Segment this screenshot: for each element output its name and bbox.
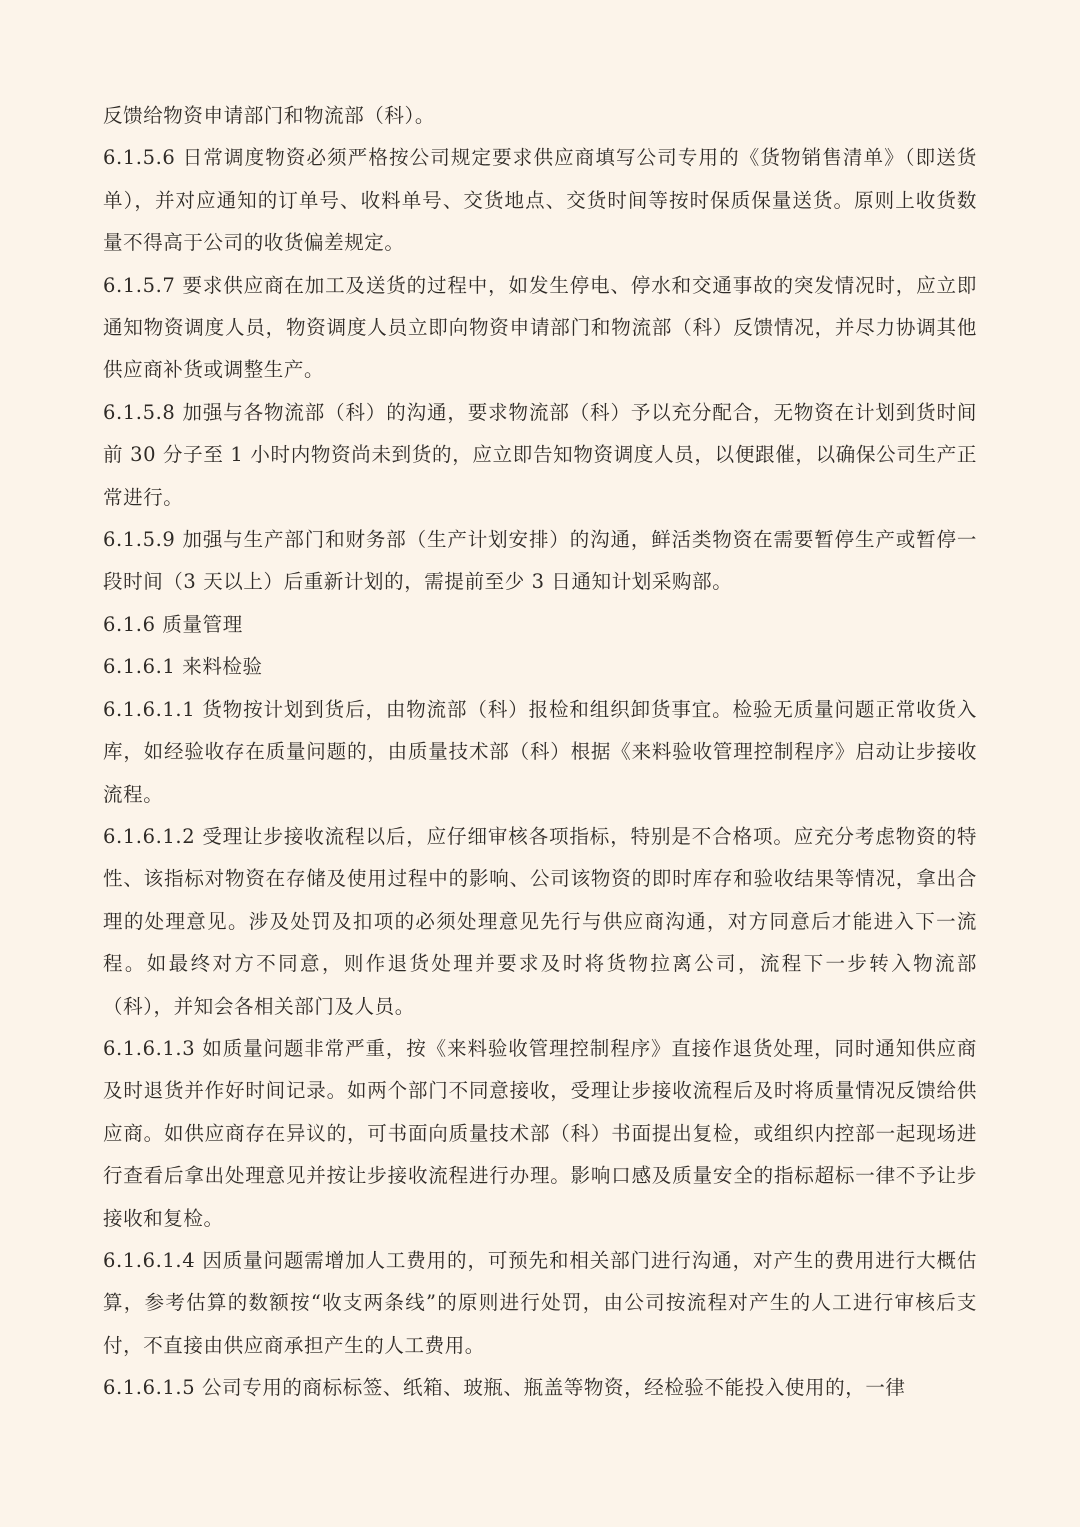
heading-6-1-6: 6.1.6 质量管理 xyxy=(103,612,243,636)
paragraph-6-1-5-6: 6.1.5.6 日常调度物资必须严格按公司规定要求供应商填写公司专用的《货物销售清单》（即送货单），并对应通知的订单号、收料单号、交货地点、交货时间等按时保质保量送货。原则上收货数量不得高于公司的收货偏差规定。 xyxy=(103,146,977,255)
paragraph-6-1-5-9: 6.1.5.9 加强与生产部门和财务部（生产计划安排）的沟通，鲜活类物资在需要暂停生产或暂停一段时间（3 天以上）后重新计划的，需提前至少 3 日通知计划采购部。 xyxy=(103,528,977,594)
heading-6-1-6-1: 6.1.6.1 来料检验 xyxy=(103,655,263,679)
paragraph-6-1-6-1-2: 6.1.6.1.2 受理让步接收流程以后，应仔细审核各项指标，特别是不合格项。应充分考虑物资的特性、该指标对物资在存储及使用过程中的影响、公司该物资的即时库存和验收结果等情况，拿出合理的处理意见。涉及处罚及扣项的必须处理意见先行与供应商沟通，对方同意后才能进入下一流程。如最终对方不同意，则作退货处理并要求及时将货物拉离公司，流程下一步转入物流部（科），并知会各相关部门及人员。 xyxy=(103,824,977,1018)
paragraph-6-1-6-1-3: 6.1.6.1.3 如质量问题非常严重，按《来料验收管理控制程序》直接作退货处理，同时通知供应商及时退货并作好时间记录。如两个部门不同意接收，受理让步接收流程后及时将质量情况反馈给供应商。如供应商存在异议的，可书面向质量技术部（科）书面提出复检，或组织内控部一起现场进行查看后拿出处理意见并按让步接收流程进行办理。影响口感及质量安全的指标超标一律不予让步接收和复检。 xyxy=(103,1036,977,1230)
paragraph-6-1-5-7: 6.1.5.7 要求供应商在加工及送货的过程中，如发生停电、停水和交通事故的突发情况时，应立即通知物资调度人员，物资调度人员立即向物资申请部门和物流部（科）反馈情况，并尽力协调其他供应商补货或调整生产。 xyxy=(103,273,977,382)
paragraph-6-1-6-1-5: 6.1.6.1.5 公司专用的商标标签、纸箱、玻瓶、瓶盖等物资，经检验不能投入使用的，一律 xyxy=(103,1376,906,1400)
paragraph-6-1-6-1-1: 6.1.6.1.1 货物按计划到货后，由物流部（科）报检和组织卸货事宜。检验无质量问题正常收货入库，如经验收存在质量问题的，由质量技术部（科）根据《来料验收管理控制程序》启动让步接收流程。 xyxy=(103,697,977,806)
paragraph-6-1-5-8: 6.1.5.8 加强与各物流部（科）的沟通，要求物流部（科）予以充分配合，无物资在计划到货时间前 30 分子至 1 小时内物资尚未到货的，应立即告知物资调度人员，以便跟催，以确保公司生产正常进行。 xyxy=(103,400,977,509)
document-body xyxy=(103,95,977,1410)
paragraph-6-1-6-1-4: 6.1.6.1.4 因质量问题需增加人工费用的，可预先和相关部门进行沟通，对产生的费用进行大概估算，参考估算的数额按“收支两条线”的原则进行处罚，由公司按流程对产生的人工进行审核后支付，不直接由供应商承担产生的人工费用。 xyxy=(103,1248,977,1357)
paragraph-feedback-continuation: 反馈给物资申请部门和物流部（科）。 xyxy=(103,104,435,127)
